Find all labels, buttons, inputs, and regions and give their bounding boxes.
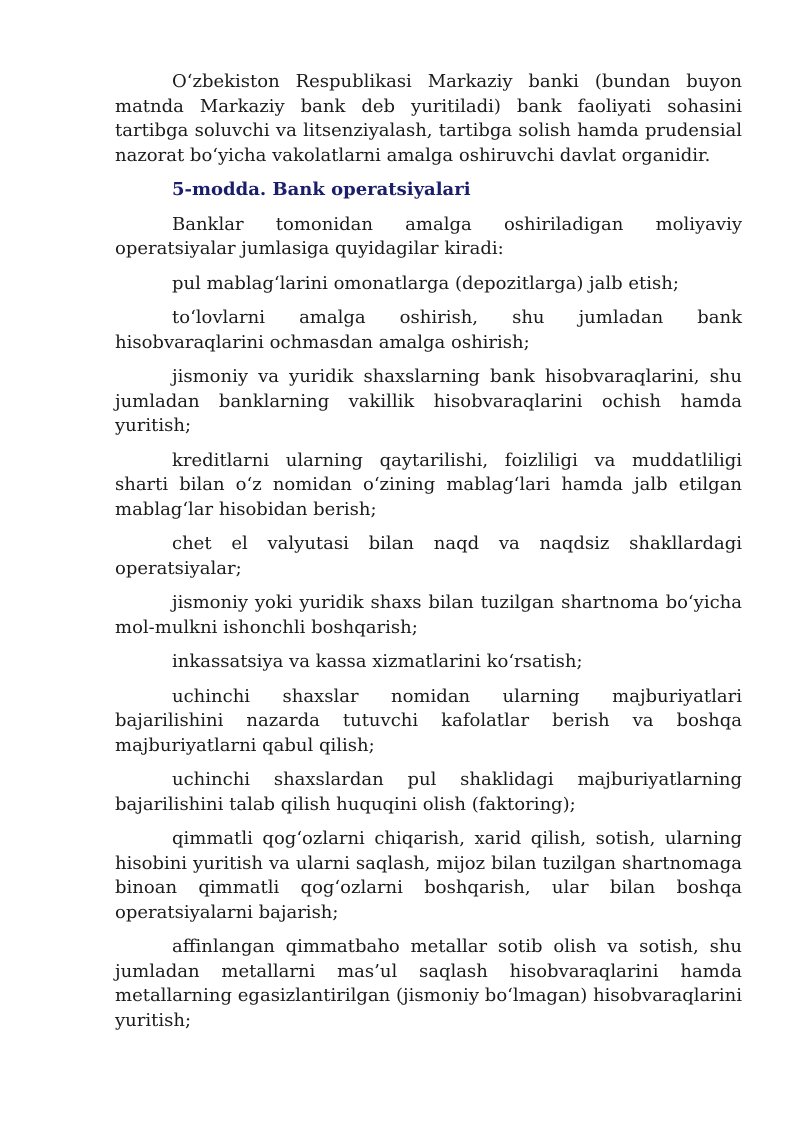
article-heading: 5-modda. Bank operatsiyalari <box>172 179 471 200</box>
lead-paragraph: Banklar tomonidan amalga oshiriladigan moliyaviy operatsiyalar jumlasiga quyidagilar kiradi: <box>115 213 742 259</box>
list-item: jismoniy yoki yuridik shaxs bilan tuzilgan shartnoma bo‘yicha mol-mulkni ishonchli boshqarish; <box>115 592 742 638</box>
list-item: pul mablag‘larini omonatlarga (depozitlarga) jalb etish; <box>172 272 679 294</box>
list-item: chet el valyutasi bilan naqd va naqdsiz shakllardagi operatsiyalar; <box>115 533 742 579</box>
list-item: kreditlarni ularning qaytarilishi, foizliligi va muddatliligi sharti bilan o‘z nomidan o‘zining mablag‘lari hamda jalb etilgan mablag‘lar hisobidan berish; <box>115 449 742 520</box>
document-page <box>115 70 742 1043</box>
intro-paragraph: O‘zbekiston Respublikasi Markaziy banki (bundan buyon matnda Markaziy bank deb yuritiladi) bank faoliyati sohasini tartibga soluvchi va litsenziyalash, tartibga solish hamda prudensial nazorat bo‘yicha vakolatlarni amalga oshiruvchi davlat organidir. <box>115 71 742 166</box>
list-item: uchinchi shaxslardan pul shaklidagi majburiyatlarning bajarilishini talab qilish huquqini olish (faktoring); <box>115 769 742 815</box>
list-item: uchinchi shaxslar nomidan ularning majburiyatlari bajarilishini nazarda tutuvchi kafolatlar berish va boshqa majburiyatlarni qabul qilish; <box>115 685 742 756</box>
list-item: to‘lovlarni amalga oshirish, shu jumladan bank hisobvaraqlarini ochmasdan amalga oshirish; <box>115 307 742 353</box>
list-item: inkassatsiya va kassa xizmatlarini ko‘rsatish; <box>172 651 583 672</box>
list-item: affinlangan qimmatbaho metallar sotib olish va sotish, shu jumladan metallarni mas’ul saqlash hisobvaraqlarini hamda metallarning egasizlantirilgan (jismoniy bo‘lmagan) hisobvaraqlarini yuritish; <box>115 936 742 1031</box>
list-item: jismoniy va yuridik shaxslarning bank hisobvaraqlarini, shu jumladan banklarning vakillik hisobvaraqlarini ochish hamda yuritish; <box>115 366 742 436</box>
list-item: qimmatli qog‘ozlarni chiqarish, xarid qilish, sotish, ularning hisobini yuritish va ularni saqlash, mijoz bilan tuzilgan shartnomaga binoan qimmatli qog‘ozlarni boshqarish, ular bilan boshqa operatsiyalarni bajarish; <box>115 828 742 923</box>
